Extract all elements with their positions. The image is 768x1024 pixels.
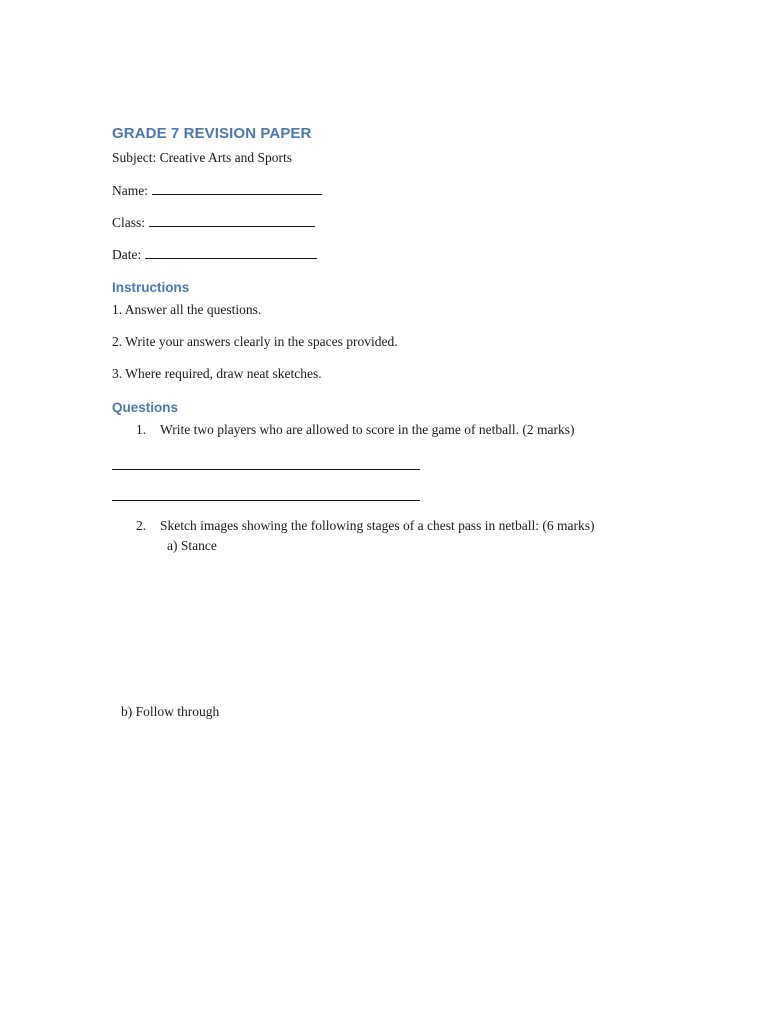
answer-line [112,500,420,501]
instruction-item: 3. Where required, draw neat sketches. [112,366,322,381]
name-blank [152,182,322,195]
instruction-item: 1. Answer all the questions. [112,302,262,317]
page-title: GRADE 7 REVISION PAPER [112,125,312,142]
question-1-number: 1. [136,422,147,437]
date-field [112,246,317,263]
class-field [112,214,315,231]
name-field [112,182,322,199]
answer-line [112,469,420,470]
date-blank [145,246,317,259]
questions-heading: Questions [112,400,179,415]
date-label: Date: [112,247,142,262]
instruction-item: 2. Write your answers clearly in the spaces provided. [112,334,398,349]
question-2-number: 2. [136,518,147,533]
question-2-part-b: b) Follow through [121,704,220,719]
question-2-part-a: a) Stance [167,538,217,553]
subject-line: Subject: Creative Arts and Sports [112,150,292,165]
class-blank [149,214,315,227]
question-1-text: Write two players who are allowed to score in the game of netball. (2 marks) [160,422,575,437]
class-label: Class: [112,215,146,230]
name-label: Name: [112,183,148,198]
question-2-text: Sketch images showing the following stages of a chest pass in netball: (6 marks) [160,518,595,533]
instructions-heading: Instructions [112,280,190,295]
